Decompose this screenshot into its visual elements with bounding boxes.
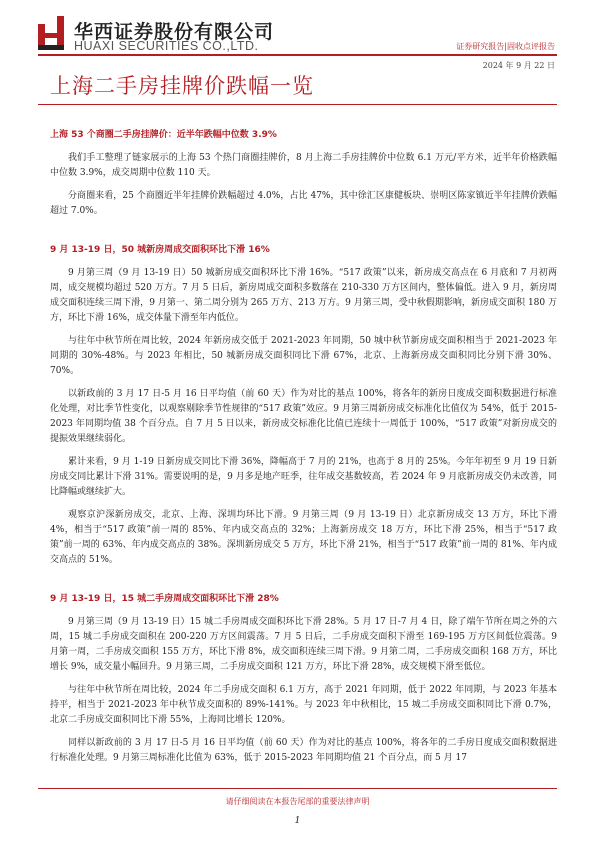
body-paragraph: 与往年中秋节所在周比较，2024 年新房成交低于 2021-2023 年同期，50 城中秋节新房成交面积相当于 2021-2023 年同期的 30%-48%。与 2023 年相比，50 城新房成交面积同比下滑 67%，北京、上海新房成交面积同比分别下滑 30%、70%。 [50, 336, 557, 376]
title-rule [38, 104, 557, 105]
header-rule [38, 54, 557, 56]
body-paragraph: 观察京沪深新房成交，北京、上海、深圳均环比下滑。9 月第三周（9 月 13-19 日）北京新房成交 13 万方，环比下滑 4%，相当于“517 政策”前一周的 85%、年内成交高点的 32%；上海新房成交 18 万方，环比下滑 25%，相当于“517 政策”前一周的 63%、年内成交高点的 38%。深圳新房成交 5 万方，环比下滑 21%，相当于“517 政策”前一周的 81%、年内成交高点的 51%。 [50, 510, 557, 565]
company-name-en: HUAXI SECURITIES CO.,LTD. [74, 39, 259, 53]
report-body [50, 128, 557, 774]
section-heading: 9 月 13-19 日，50 城新房周成交面积环比下滑 16% [50, 245, 270, 255]
body-paragraph: 我们手工整理了链家展示的上海 53 个热门商圈挂牌价，8 月上海二手房挂牌价中位数 6.1 万元/平方米，近半年价格跌幅中位数 3.9%，成交周期中位数 110 天。 [50, 153, 557, 178]
company-logo [38, 16, 64, 50]
footer-rule [38, 788, 557, 789]
page-title: 上海二手房挂牌价跌幅一览 [50, 74, 314, 98]
report-date: 2024 年 9 月 22 日 [482, 61, 555, 70]
body-paragraph: 与往年中秋节所在周比较，2024 年二手房成交面积 6.1 万方，高于 2021 年同期，低于 2022 年同期，与 2023 年基本持平，相当于 2021-2023 年中秋节成交面积的 89%-141%。与 2023 年中秋相比，15 城二手房成交面积同比下滑 0.7%，北京二手房成交面积同比下滑 55%，上海同比增长 120%。 [50, 685, 557, 725]
page-number: 1 [294, 816, 301, 826]
company-name-cn: 华西证券股份有限公司 [74, 21, 275, 43]
body-paragraph: 9 月第三周（9 月 13-19 日）50 城新房成交面积环比下滑 16%。“517 政策”以来，新房成交高点在 6 月底和 7 月初两周，成交规模均超过 520 万方。7 月 5 日后，新房周成交面积多数落在 210-330 万方区间内，整体偏低。进入 9 月，新房周成交面积连续三周下滑，9 月第一、第二周分别为 265 万方、213 万方。9 月第三周，受中秋假期影响，新房成交面积 180 万方，环比下滑 16%，成交体量下滑至年内低位。 [50, 268, 557, 323]
body-paragraph: 以新政前的 3 月 17 日-5 月 16 日平均值（前 60 天）作为对比的基点 100%，将各年的新房日度成交面积数据进行标准化处理，对比季节性变化，以观察剔除季节性规律的“517 政策”效应。9 月第三周新房成交标准化比值仅为 54%，低于 2015-2023 年同期均值 38 个百分点。自 7 月 5 日以来，新房成交标准化比值已连续十一周低于 100%，“517 政策”对新房成交的提振效果继续弱化。 [50, 389, 557, 444]
body-paragraph: 9 月第三周（9 月 13-19 日）15 城二手房周成交面积环比下滑 28%。5 月 17 日-7 月 4 日，除了端午节所在周之外的六周，15 城二手房成交面积在 200-220 万方区间震荡。7 月 5 日后，二手房成交面积下滑至 169-195 万方区间低位震荡。9 月第一周，二手房成交面积 155 万方，环比下滑 8%，成交面积连续三周下滑。9 月第二周，二手房成交面积 168 万方，环比增长 9%，成交量小幅回升。9 月第三周，二手房成交面积 121 万方，环比下滑 28%，成交规模下滑至低位。 [50, 617, 557, 672]
report-type: 证券研究报告|固收点评报告 [456, 42, 555, 51]
body-paragraph: 同样以新政前的 3 月 17 日-5 月 16 日平均值（前 60 天）作为对比的基点 100%，将各年的二手房日度成交面积数据进行标准化处理。9 月第三周标准化比值为 63%，低于 2015-2023 年同期均值 21 个百分点，而 5 月 17 [50, 738, 557, 763]
body-paragraph: 分商圈来看，25 个商圈近半年挂牌价跌幅超过 4.0%，占比 47%，其中徐汇区康健板块、崇明区陈家镇近半年挂牌价跌幅超过 7.0%。 [50, 191, 557, 216]
body-paragraph: 累计来看，9 月 1-19 日新房成交同比下滑 36%，降幅高于 7 月的 21%，也高于 8 月的 25%。今年年初至 9 月 19 日新房成交同比累计下滑 31%。需要说明的是，9 月多是地产旺季，往年成交基数较高，若 2024 年 9 月底新房成交仍未改善，同比降幅或继续扩大。 [50, 457, 557, 497]
section-heading: 9 月 13-19 日，15 城二手房周成交面积环比下滑 28% [50, 594, 279, 604]
section-heading: 上海 53 个商圈二手房挂牌价：近半年跌幅中位数 3.9% [50, 130, 277, 140]
legal-disclaimer: 请仔细阅读在本报告尾部的重要法律声明 [225, 797, 370, 806]
